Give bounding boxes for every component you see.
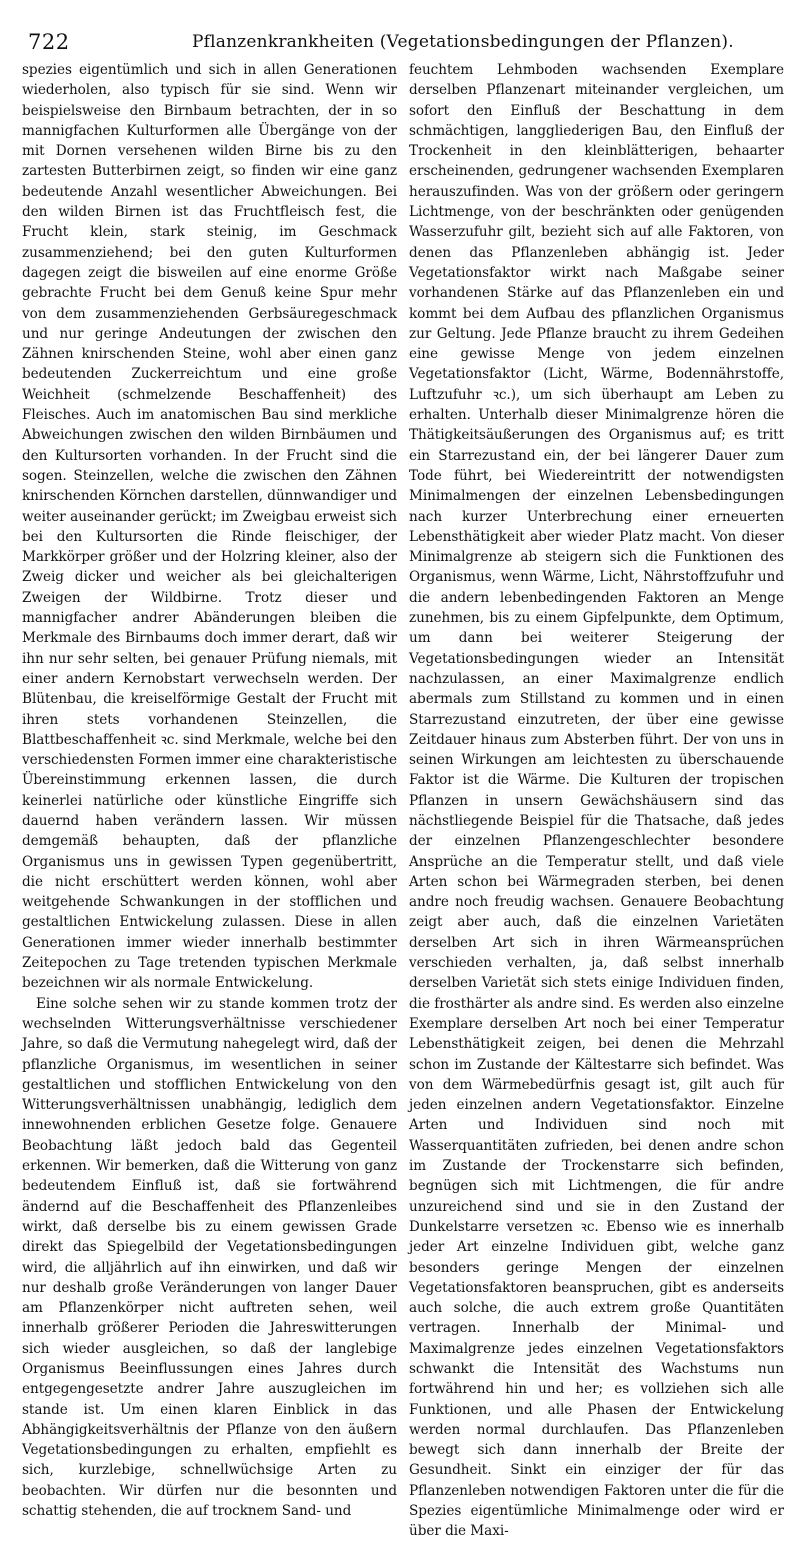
running-title: Pflanzenkrankheiten (Vegetationsbedingungen der Pflanzen).	[192, 32, 734, 52]
right-column	[409, 60, 784, 1542]
left-column	[22, 60, 397, 1542]
page-number: 722	[28, 30, 70, 54]
paragraph: feuchtem Lehmboden wachsenden Exemplare derselben Pflanzenart miteinander vergleichen, um sofort den Einfluß der Beschattung in dem schmächtigen, langgliederigen Bau, den Einfluß der Trockenheit in den kleinblätterigen, behaarter erscheinenden, gedrungener wachsenden Exemplaren herauszufinden. Was von der größern oder geringern Lichtmenge, von der beschränkten oder genügenden Wasserzufuhr gilt, bezieht sich auf alle Faktoren, von denen das Pflanzenleben abhängig ist. Jeder Vegetationsfaktor wirkt nach Maßgabe seiner vorhandenen Stärke auf das Pflanzenleben ein und kommt bei dem Aufbau des pflanzlichen Organismus zur Geltung. Jede Pflanze braucht zu ihrem Gedeihen eine gewisse Menge von jedem einzelnen Vegetationsfaktor (Licht, Wärme, Bodennährstoffe, Luftzufuhr ꝛc.), um sich überhaupt am Leben zu erhalten. Unterhalb dieser Minimalgrenze hören die Thätigkeitsäußerungen des Organismus auf; es tritt ein Starrezustand ein, der bei längerer Dauer zum Tode führt, bei Wiedereintritt der notwendigsten Minimalmengen der einzelnen Lebensbedingungen nach kurzer Unterbrechung einer erneuerten Lebensthätigkeit aber wieder Platz macht. Von dieser Minimalgrenze ab steigern sich die Funktionen des Organismus, wenn Wärme, Licht, Nährstoffzufuhr und die andern lebenbedingenden Faktoren an Menge zunehmen, bis zu einem Gipfelpunkte, dem Optimum, um dann bei weiterer Steigerung der Vegetationsbedingungen wieder an Intensität nachzulassen, an einer Maximalgrenze endlich abermals zum Stillstand zu kommen und in einen Starrezustand einzutreten, der über eine gewisse Zeitdauer hinaus zum Absterben führt. Der von uns in seinen Wirkungen am leichtesten zu überschauende Faktor ist die Wärme. Die Kulturen der tropischen Pflanzen in unsern Gewächshäusern sind das nächstliegende Beispiel für die Thatsache, daß jedes der einzelnen Pflanzengeschlechter besondere Ansprüche an die Temperatur stellt, und daß viele Arten schon bei Wärmegraden sterben, bei denen andre noch freudig wachsen. Genauere Beobachtung zeigt aber auch, daß die einzelnen Varietäten derselben Art sich in ihren Wärmeansprüchen verschieden verhalten, ja, daß selbst innerhalb derselben Varietät sich stets einige Individuen finden, die frosthärter als andre sind. Es werden also einzelne Exemplare derselben Art noch bei einer Temperatur Lebensthätigkeit zeigen, bei denen die Mehrzahl schon im Zustande der Kältestarre sich befindet. Was von dem Wärmebedürfnis gesagt ist, gilt auch für jeden einzelnen andern Vegetationsfaktor. Einzelne Arten und Individuen sind noch mit Wasserquantitäten zufrieden, bei denen andre schon im Zustande der Trockenstarre sich befinden, begnügen sich mit Lichtmengen, die für andre unzureichend sind und sie in den Zustand der Dunkelstarre versetzen ꝛc. Ebenso wie es innerhalb jeder Art einzelne Individuen gibt, welche ganz besonders geringe Mengen der einzelnen Vegetationsfaktoren beanspruchen, gibt es anderseits auch solche, die auch extrem große Quantitäten vertragen. Innerhalb der Minimal- und Maximalgrenze jedes einzelnen Vegetationsfaktors schwankt die Intensität des Wachstums nun fortwährend hin und her; es vollziehen sich alle Funktionen, und alle Phasen der Entwickelung werden normal durchlaufen. Das Pflanzenleben bewegt sich dann innerhalb der Breite der Gesundheit. Sinkt ein einziger der für das Pflanzenleben notwendigen Faktoren unter die für die Spezies eigentümliche Minimalmenge oder wird er über die Maxi-	[409, 62, 784, 1540]
paragraph: Eine solche sehen wir zu stande kommen trotz der wechselnden Witterungsverhältnisse verschiedener Jahre, so daß die Vermutung nahegelegt wird, daß der pflanzliche Organismus, im wesentlichen in seiner gestaltlichen und stofflichen Entwickelung von den Witterungsverhältnissen unabhängig, lediglich dem innewohnenden erblichen Gesetze folge. Genauere Beobachtung läßt jedoch bald das Gegenteil erkennen. Wir bemerken, daß die Witterung von ganz bedeutendem Einfluß ist, daß sie fortwährend ändernd auf die Beschaffenheit des Pflanzenleibes wirkt, daß derselbe bis zu einem gewissen Grade direkt das Spiegelbild der Vegetationsbedingungen wird, die alljährlich auf ihn einwirken, und daß wir nur deshalb große Veränderungen von langer Dauer am Pflanzenkörper nicht auftreten sehen, weil innerhalb größerer Perioden die Jahreswitterungen sich wieder ausgleichen, so daß der langlebige Organismus Beeinflussungen eines Jahres durch entgegengesetzte andrer Jahre auszugleichen im stande ist. Um einen klaren Einblick in das Abhängigkeitsverhältnis der Pflanze von den äußern Vegetationsbedingungen zu erhalten, empfiehlt es sich, kurzlebige, schnellwüchsige Arten zu beobachten. Wir dürfen nur die besonnten und schattig stehenden, die auf trocknem Sand- und	[22, 995, 397, 1520]
text-columns	[22, 60, 784, 1542]
page-header	[22, 26, 784, 56]
paragraph: spezies eigentümlich und sich in allen Generationen wiederholen, also typisch für sie sind. Wenn wir beispielsweise den Birnbaum betrachten, der in so mannigfachen Kulturformen alle Übergänge von der mit Dornen versehenen wilden Birne bis zu den zartesten Butterbirnen zeigt, so finden wir eine ganz bedeutende Anzahl wesentlicher Abweichungen. Bei den wilden Birnen ist das Fruchtfleisch fest, die Frucht klein, stark steinig, im Geschmack zusammenziehend; bei den guten Kulturformen dagegen zeigt die bisweilen auf eine enorme Größe gebrachte Frucht bei dem Genuß keine Spur mehr von dem zusammenziehenden Gerbsäuregeschmack und nur geringe Andeutungen der zwischen den Zähnen knirschenden Steine, wohl aber einen ganz bedeutenden Zuckerreichtum und eine große Weichheit (schmelzende Beschaffenheit) des Fleisches. Auch im anatomischen Bau sind merkliche Abweichungen zwischen den wilden Birnbäumen und den Kultursorten vorhanden. In der Frucht sind die sogen. Steinzellen, welche die zwischen den Zähnen knirschenden Körnchen darstellen, dünnwandiger und weiter auseinander gerückt; im Zweigbau erweist sich bei den Kultursorten die Rinde fleischiger, der Markkörper größer und der Holzring kleiner, also der Zweig dicker und weicher als bei gleichalterigen Zweigen der Wildbirne. Trotz dieser und mannigfacher andrer Abänderungen bleiben die Merkmale des Birnbaums doch immer derart, daß wir ihn nur sehr selten, bei genauer Prüfung niemals, mit einer andern Kernobstart verwechseln werden. Der Blütenbau, die kreiselförmige Gestalt der Frucht mit ihren stets vorhandenen Steinzellen, die Blattbeschaffenheit ꝛc. sind Merkmale, welche bei den verschiedensten Formen immer eine charakteristische Übereinstimmung erkennen lassen, die durch keinerlei natürliche oder künstliche Eingriffe sich dauernd haben verändern lassen. Wir müssen demgemäß behaupten, daß der pflanzliche Organismus uns in gewissen Typen gegenübertritt, die nicht erschüttert werden können, wohl aber weitgehende Schwankungen in der stofflichen und gestaltlichen Entwickelung zulassen. Diese in allen Generationen immer wieder innerhalb bestimmter Zeitepochen zu Tage tretenden typischen Merkmale bezeichnen wir als normale Entwickelung.	[22, 62, 397, 992]
